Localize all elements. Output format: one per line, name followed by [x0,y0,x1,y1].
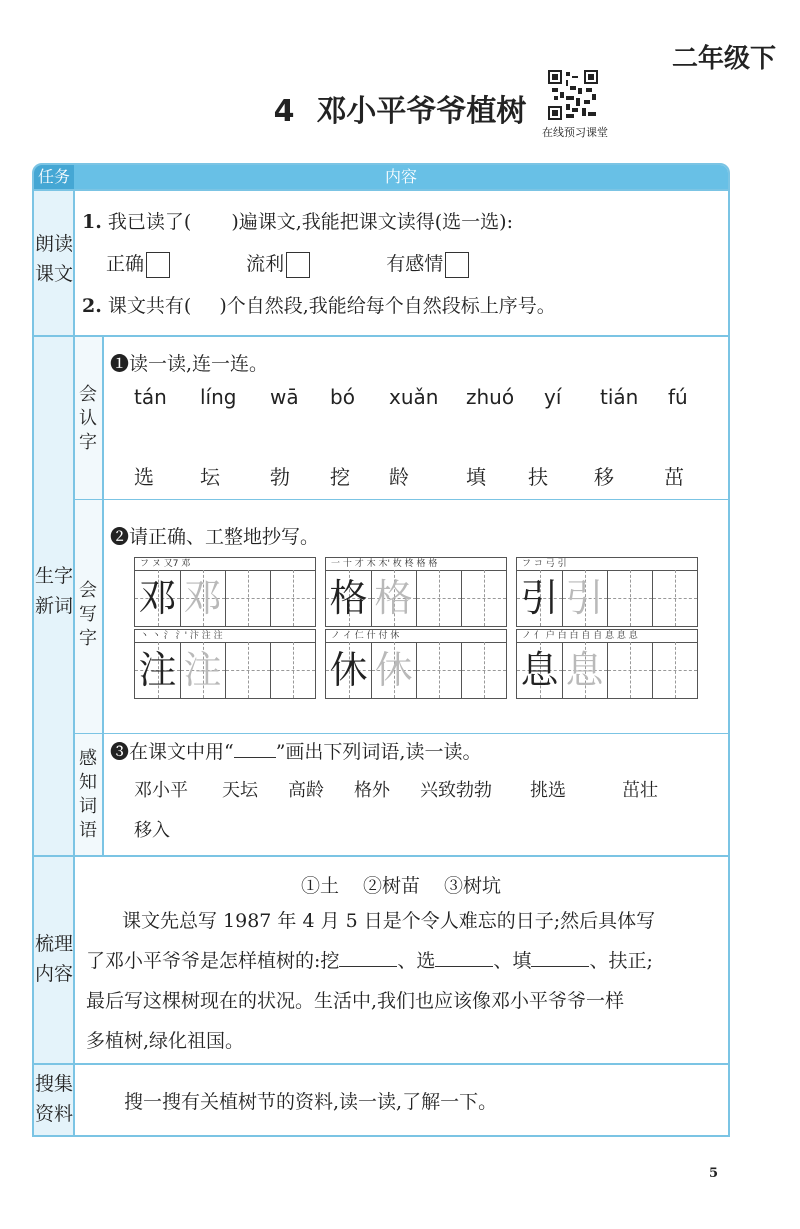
pinyin-item[interactable]: bó [330,385,355,409]
writing-cell[interactable] [270,570,315,626]
trace-char[interactable]: 息 [565,648,604,692]
task-table [32,163,730,1137]
sublabel-recognize: 会 认 字 [79,384,97,453]
char-item[interactable]: 选 [134,465,154,489]
pinyin-item[interactable]: líng [200,385,237,409]
writing-cell[interactable] [607,642,652,698]
pinyin-item[interactable]: tián [600,385,639,409]
char-item[interactable]: 龄 [389,465,409,489]
row-label-summary: 梳理 内容 [34,933,73,985]
vocab-word[interactable]: 天坛 [222,780,258,801]
write-card [516,629,698,699]
blank-2[interactable] [435,948,493,967]
summary-paragraph: 课文先总写 1987 年 4 月 5 日是个令人难忘的日子;然后具体写 了邓小平爷爷是怎样植树的:挖 、选 、填 、扶正; 最后写这棵树现在的状况。生活中,我们也应该像邓小平爷爷一样 多植树,绿化祖国。 [86,910,656,1052]
vocab-word[interactable]: 格外 [354,780,390,801]
write-card [325,629,507,699]
write-card [325,557,507,627]
writing-cell[interactable] [461,570,506,626]
char-item[interactable]: 茁 [664,465,684,489]
char-item[interactable]: 勃 [270,465,290,489]
writing-cell[interactable] [461,642,506,698]
writing-cell[interactable] [607,570,652,626]
writing-cell[interactable] [652,642,697,698]
char-item[interactable]: 扶 [528,465,548,489]
vocab-word[interactable]: 移入 [134,820,170,841]
writing-cell[interactable] [225,570,270,626]
stroke-order: ノ 亻 户 白 白 自 自 息 息 息 [517,630,697,643]
blank-1[interactable] [339,948,397,967]
pinyin-item[interactable]: wā [270,385,299,409]
pinyin-item[interactable]: yí [544,385,562,409]
lesson-number: 4 [273,94,295,129]
write-card [134,557,316,627]
lesson-title-text: 邓小平爷爷植树 [316,94,527,129]
checkbox[interactable] [445,252,469,278]
qr-caption: 在线预习课堂 [542,126,608,139]
writing-cell[interactable] [416,642,461,698]
writing-cell[interactable] [270,642,315,698]
stroke-order: 丶 丶 氵 氵' 汴 注 注 [135,630,315,643]
blank-3[interactable] [531,948,589,967]
trace-char[interactable]: 邓 [183,576,222,620]
checkbox[interactable] [146,252,170,278]
option-emotion[interactable]: 有感情 [386,253,469,275]
char-item[interactable]: 移 [594,465,614,489]
writing-cell[interactable] [416,570,461,626]
collect-text: 搜一搜有关植树节的资料,读一读,了解一下。 [124,1091,498,1113]
write-card [134,629,316,699]
sublabel-write: 会 写 字 [79,580,97,649]
grade-label: 二年级下 [671,44,776,74]
char-item[interactable]: 坛 [200,465,220,489]
vocab-word[interactable]: 邓小平 [134,780,188,801]
trace-char[interactable]: 引 [565,576,604,620]
writing-cell[interactable] [652,570,697,626]
header-task: 任务 [34,165,74,189]
pinyin-item[interactable]: zhuó [466,385,515,409]
model-char: 邓 [138,576,177,620]
row-label-reading: 朗读 课文 [34,233,73,285]
vocab-word[interactable]: 挑选 [530,780,566,801]
table-header [34,165,728,189]
write-card [516,557,698,627]
pinyin-item[interactable]: fú [668,385,688,409]
writing-cell[interactable] [225,642,270,698]
model-char: 格 [329,576,368,620]
trace-char[interactable]: 休 [374,648,413,692]
option-fluent[interactable]: 流利 [246,253,310,275]
vocab-word[interactable]: 茁壮 [622,780,658,801]
lesson-title [0,86,800,130]
char-item[interactable]: 挖 [330,465,350,489]
vocab-word[interactable]: 兴致勃勃 [420,780,492,801]
pinyin-item[interactable]: xuǎn [389,385,439,409]
model-char: 注 [138,648,177,692]
fill-options: ①土 ②树苗 ③树坑 [300,875,502,897]
stroke-order: ノ イ 仁 什 付 休 [326,630,506,643]
row-label-words: 生字 新词 [34,565,73,617]
stroke-order: 一 十 才 木 木' 枚 柊 格 格 [326,558,506,571]
row-label-collect: 搜集 资料 [34,1073,73,1125]
checkbox[interactable] [286,252,310,278]
task-column [34,189,74,1135]
model-char: 休 [329,648,368,692]
sublabel-perceive: 感 知 词 语 [79,748,97,841]
model-char: 引 [520,576,559,620]
pinyin-item[interactable]: tán [134,385,167,409]
trace-char[interactable]: 注 [183,648,222,692]
page-number: 5 [708,1166,718,1181]
trace-char[interactable]: 格 [374,576,413,620]
reading-question-1: 1. 我已读了( )遍课文,我能把课文读得(选一选): [82,211,513,233]
char-item[interactable]: 填 [466,465,486,489]
model-char: 息 [520,648,559,692]
header-content: 内容 [384,167,417,186]
stroke-order: フ ヌ 又7 邓 [135,558,315,571]
perceive-task: ❸在课文中用“ ”画出下列词语,读一读。 [110,741,482,763]
reading-options [106,249,469,278]
vocab-word[interactable]: 高龄 [288,780,324,801]
reading-question-2: 2. 课文共有( )个自然段,我能给每个自然段标上序号。 [82,295,556,317]
stroke-order: フ コ 弓 引 [517,558,697,571]
write-task: ❷请正确、工整地抄写。 [110,526,320,548]
option-correct[interactable]: 正确 [106,253,170,275]
qr-code-icon[interactable] [548,70,598,120]
recognize-task: ❶读一读,连一连。 [110,353,269,375]
